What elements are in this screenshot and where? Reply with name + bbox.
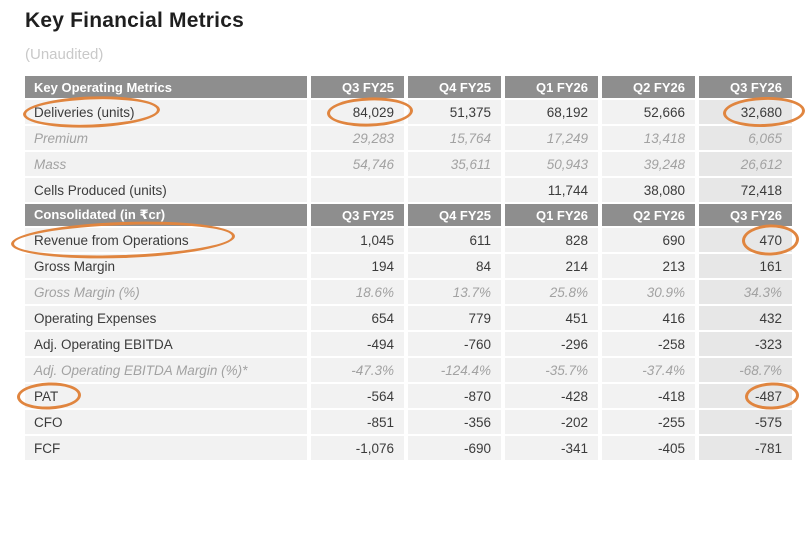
metric-value-cell: 38,080 [602,178,695,202]
metric-value-cell: -68.7% [699,358,792,382]
metric-value-cell: 161 [699,254,792,278]
metric-value-cell: -575 [699,410,792,434]
metric-value-cell: 17,249 [505,126,598,150]
metric-value-cell: 194 [311,254,404,278]
metric-value-cell: -781 [699,436,792,460]
row-label: FCF [25,436,307,460]
metric-value-cell: 15,764 [408,126,501,150]
section-header: Key Operating Metrics [25,76,307,98]
metric-value-cell: -258 [602,332,695,356]
metric-value-cell: 84,029 [311,100,404,124]
page-subtitle: (Unaudited) [25,46,104,63]
metric-value-cell: 50,943 [505,152,598,176]
highlight-ellipse [741,224,799,257]
column-header: Q4 FY25 [408,76,501,98]
row-label: CFO [25,410,307,434]
metric-value-cell: -760 [408,332,501,356]
row-label: Gross Margin [25,254,307,278]
metric-value-cell: -405 [602,436,695,460]
metric-value-cell: -487 [699,384,792,408]
column-header: Q1 FY26 [505,204,598,226]
metric-value-cell: -564 [311,384,404,408]
metric-value-cell: -428 [505,384,598,408]
metric-value-cell: 828 [505,228,598,252]
metric-value-cell: 54,746 [311,152,404,176]
row-label: PAT [25,384,307,408]
metric-value-cell [311,178,404,202]
metric-value-cell: 26,612 [699,152,792,176]
metric-value-cell: 84 [408,254,501,278]
metric-value-cell: 611 [408,228,501,252]
metric-value-cell: -418 [602,384,695,408]
row-label: Premium [25,126,307,150]
row-label: Adj. Operating EBITDA Margin (%)* [25,358,307,382]
highlight-ellipse [17,381,82,410]
metric-value-cell: 11,744 [505,178,598,202]
column-header: Q3 FY26 [699,76,792,98]
row-label: Adj. Operating EBITDA [25,332,307,356]
metric-value-cell [408,178,501,202]
column-header: Q2 FY26 [602,76,695,98]
row-label: Gross Margin (%) [25,280,307,304]
metric-value-cell: 432 [699,306,792,330]
metric-value-cell: -296 [505,332,598,356]
metric-value-cell: 654 [311,306,404,330]
row-label: Revenue from Operations [25,228,307,252]
highlight-ellipse [23,94,161,130]
metric-value-cell: -341 [505,436,598,460]
metric-value-cell: -202 [505,410,598,434]
metric-value-cell: 39,248 [602,152,695,176]
metric-value-cell: -494 [311,332,404,356]
metric-value-cell: 34.3% [699,280,792,304]
metric-value-cell: -47.3% [311,358,404,382]
metric-value-cell: -124.4% [408,358,501,382]
column-header: Q1 FY26 [505,76,598,98]
metric-value-cell: -323 [699,332,792,356]
metric-value-cell: 779 [408,306,501,330]
metric-value-cell: 29,283 [311,126,404,150]
metric-value-cell: -37.4% [602,358,695,382]
metric-value-cell: -690 [408,436,501,460]
metric-value-cell: -870 [408,384,501,408]
column-header: Q4 FY25 [408,204,501,226]
row-label: Cells Produced (units) [25,178,307,202]
metric-value-cell: 72,418 [699,178,792,202]
metric-value-cell: 30.9% [602,280,695,304]
section-header: Consolidated (in ₹cr) [25,204,307,226]
metric-value-cell: 451 [505,306,598,330]
column-header: Q3 FY25 [311,76,404,98]
metric-value-cell: 13.7% [408,280,501,304]
highlight-ellipse [723,96,806,129]
metric-value-cell: 68,192 [505,100,598,124]
metric-value-cell: 51,375 [408,100,501,124]
metric-value-cell: 6,065 [699,126,792,150]
highlight-ellipse [745,382,800,411]
metric-value-cell: -255 [602,410,695,434]
column-header: Q3 FY25 [311,204,404,226]
metric-value-cell: -851 [311,410,404,434]
row-label: Deliveries (units) [25,100,307,124]
highlight-ellipse [327,96,414,128]
metric-value-cell: 52,666 [602,100,695,124]
metric-value-cell: -35.7% [505,358,598,382]
metric-value-cell: 214 [505,254,598,278]
metric-value-cell: 416 [602,306,695,330]
row-label: Operating Expenses [25,306,307,330]
column-header: Q2 FY26 [602,204,695,226]
metric-value-cell: 213 [602,254,695,278]
metric-value-cell: 32,680 [699,100,792,124]
metric-value-cell: 690 [602,228,695,252]
row-label: Mass [25,152,307,176]
metric-value-cell: 18.6% [311,280,404,304]
page-title: Key Financial Metrics [25,9,244,32]
metric-value-cell: -356 [408,410,501,434]
metric-value-cell: 470 [699,228,792,252]
metric-value-cell: 25.8% [505,280,598,304]
metric-value-cell: 1,045 [311,228,404,252]
metric-value-cell: -1,076 [311,436,404,460]
metric-value-cell: 13,418 [602,126,695,150]
column-header: Q3 FY26 [699,204,792,226]
metric-value-cell: 35,611 [408,152,501,176]
metrics-table [25,76,793,460]
